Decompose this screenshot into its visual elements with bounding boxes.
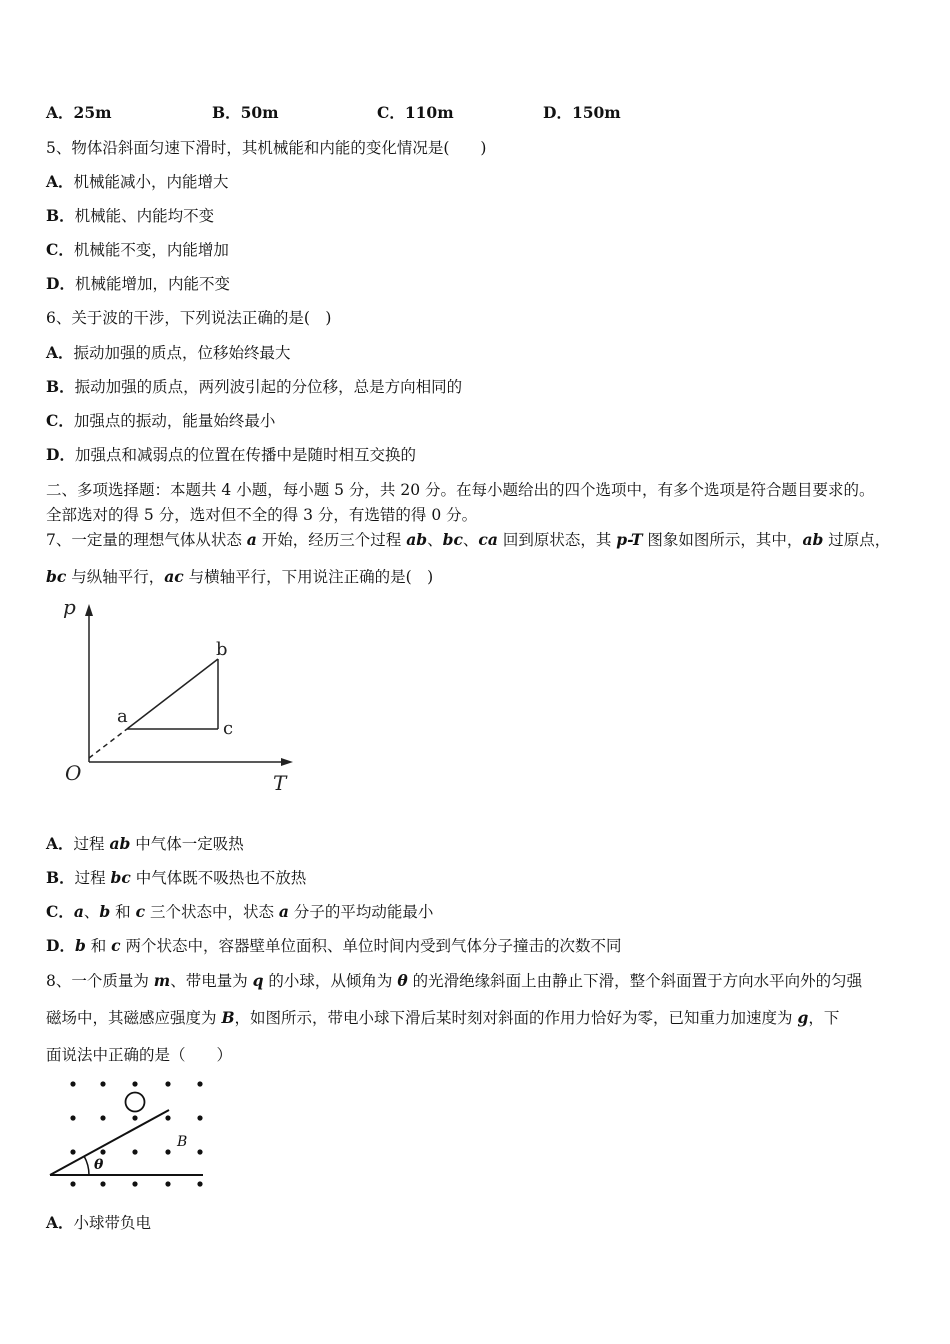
q6-option-a[interactable]: A．振动加强的质点，位移始终最大: [46, 343, 291, 362]
q8-option-a[interactable]: A．小球带负电: [46, 1213, 152, 1232]
line-ab: [127, 659, 218, 729]
angle-label-theta: θ: [94, 1157, 104, 1173]
q5-option-c[interactable]: C．机械能不变，内能增加: [46, 240, 229, 259]
q8-incline-figure: [45, 1072, 215, 1194]
q8-stem-line1: 8、一个质量为 m、带电量为 q 的小球，从倾角为 θ 的光滑绝缘斜面上由静止下滑，整个斜面置于方向水平向外的匀强: [46, 971, 863, 990]
q7-pt-graph: [55, 592, 305, 802]
q5-stem: 5、物体沿斜面匀速下滑时，其机械能和内能的变化情况是( ): [46, 139, 487, 157]
q7-option-b[interactable]: B．过程 bc 中气体既不吸热也不放热: [46, 868, 307, 887]
charged-ball: [126, 1093, 145, 1112]
line-oa-dashed: [89, 729, 127, 758]
q4-options: [46, 101, 896, 123]
q4-option-b[interactable]: B．50m: [212, 103, 279, 122]
q7-option-c[interactable]: C．a、b 和 c 三个状态中，状态 a 分子的平均动能最小: [46, 902, 434, 921]
axis-label-p: p: [63, 595, 76, 619]
q8-stem-line2: 磁场中，其磁感应强度为 B，如图所示，带电小球下滑后某时刻对斜面的作用力恰好为零，已知重力加速度为 g，下: [46, 1008, 840, 1027]
point-label-c: c: [223, 718, 234, 739]
q8-stem-line3: 面说法中正确的是（ ）: [46, 1046, 233, 1064]
q4-option-a[interactable]: A．25m: [46, 103, 112, 122]
origin-label: O: [65, 761, 82, 785]
axis-label-t: T: [273, 771, 287, 795]
q7-stem-line2: bc 与纵轴平行，ac 与横轴平行，下用说注正确的是( ): [46, 567, 434, 586]
q4-option-d[interactable]: D．150m: [543, 103, 621, 122]
point-label-b: b: [216, 639, 228, 660]
q6-option-d[interactable]: D．加强点和减弱点的位置在传播中是随时相互交换的: [46, 445, 416, 464]
q5-option-d[interactable]: D．机械能增加，内能不变: [46, 274, 230, 293]
q7-stem-line1: 7、一定量的理想气体从状态 a 开始，经历三个过程 ab、bc、ca 回到原状态，其 p-T 图象如图所示，其中，ab 过原点，: [46, 530, 891, 549]
point-label-a: a: [117, 706, 128, 727]
q6-stem: 6、关于波的干涉，下列说法正确的是( ): [46, 309, 332, 327]
q6-option-b[interactable]: B．振动加强的质点，两列波引起的分位移，总是方向相同的: [46, 377, 463, 396]
q5-option-b[interactable]: B．机械能、内能均不变: [46, 206, 215, 225]
incline-surface: [50, 1110, 169, 1175]
t-axis-arrow: [281, 758, 293, 766]
q7-option-a[interactable]: A．过程 ab 中气体一定吸热: [46, 834, 244, 853]
q4-option-c[interactable]: C．110m: [377, 103, 454, 122]
section2-heading-line2: 全部选对的得 5 分，选对但不全的得 3 分，有选错的得 0 分。: [46, 506, 478, 524]
q7-option-d[interactable]: D．b 和 c 两个状态中，容器壁单位面积、单位时间内受到气体分子撞击的次数不同: [46, 936, 622, 955]
angle-arc: [84, 1156, 89, 1175]
q5-option-a[interactable]: A．机械能减小，内能增大: [46, 172, 229, 191]
q6-option-c[interactable]: C．加强点的振动，能量始终最小: [46, 411, 276, 430]
p-axis-arrow: [85, 604, 93, 616]
field-label-b: B: [177, 1134, 188, 1150]
section2-heading-line1: 二、多项选择题：本题共 4 小题，每小题 5 分，共 20 分。在每小题给出的四个选项中，有多个选项是符合题目要求的。: [46, 481, 875, 499]
